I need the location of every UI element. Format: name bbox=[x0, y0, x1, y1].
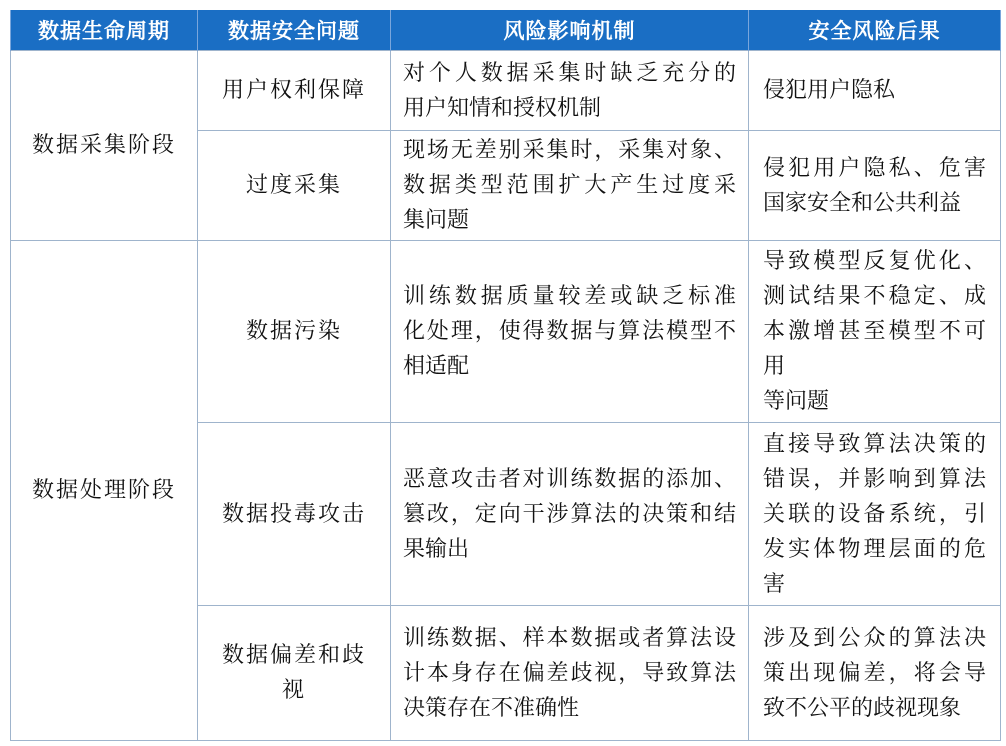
consequence-cell bbox=[749, 241, 1001, 423]
cell-line: 果输出 bbox=[403, 536, 470, 562]
cell-line: 用户知情和授权机制 bbox=[403, 95, 602, 121]
cell-line: 国家安全和公共利益 bbox=[763, 190, 962, 216]
issue-cell bbox=[198, 131, 391, 241]
cell-line: 训练数据质量较差或缺乏标准 bbox=[403, 284, 736, 309]
cell-line: 等问题 bbox=[763, 389, 830, 414]
cell-line: 训练数据、样本数据或者算法设 bbox=[403, 625, 736, 651]
data-security-risk-table bbox=[10, 10, 1001, 741]
mechanism-cell bbox=[391, 606, 749, 741]
cell-line: 害 bbox=[763, 571, 786, 597]
cell-line: 相适配 bbox=[403, 354, 470, 379]
issue-cell bbox=[198, 606, 391, 741]
cell-line: 篡改，定向干涉算法的决策和结 bbox=[403, 501, 736, 527]
cell-line: 导致模型反复优化、 bbox=[763, 249, 986, 274]
cell-line: 错误，并影响到算法 bbox=[763, 466, 986, 492]
cell-line: 恶意攻击者对训练数据的添加、 bbox=[403, 466, 736, 492]
cell-line: 化处理，使得数据与算法模型不 bbox=[403, 319, 736, 344]
cell-line: 数据处理阶段 bbox=[31, 478, 176, 503]
cell-line: 集问题 bbox=[403, 208, 470, 233]
issue-cell bbox=[198, 51, 391, 131]
cell-line: 用户权利保障 bbox=[221, 78, 366, 103]
table-row bbox=[11, 51, 1001, 131]
issue-cell bbox=[198, 241, 391, 423]
issue-cell bbox=[198, 423, 391, 606]
consequence-cell bbox=[749, 423, 1001, 606]
cell-line: 关联的设备系统，引 bbox=[763, 501, 986, 527]
header-cell-risk-consequence: 安全风险后果 bbox=[749, 10, 1001, 51]
cell-line: 致不公平的歧视现象 bbox=[763, 695, 962, 721]
cell-line: 对个人数据采集时缺乏充分的 bbox=[403, 60, 736, 86]
header-cell-lifecycle: 数据生命周期 bbox=[11, 10, 198, 51]
cell-line: 策出现偏差，将会导 bbox=[763, 660, 986, 686]
cell-line: 测试结果不稳定、成 bbox=[763, 284, 986, 309]
cell-line: 数据投毒攻击 bbox=[221, 501, 366, 527]
cell-line: 涉及到公众的算法决 bbox=[763, 625, 986, 651]
mechanism-cell bbox=[391, 241, 749, 423]
mechanism-cell bbox=[391, 131, 749, 241]
mechanism-cell bbox=[391, 423, 749, 606]
consequence-cell bbox=[749, 606, 1001, 741]
consequence-cell bbox=[749, 131, 1001, 241]
cell-line: 直接导致算法决策的 bbox=[763, 431, 986, 457]
cell-line: 过度采集 bbox=[245, 173, 342, 198]
consequence-cell bbox=[749, 51, 1001, 131]
stage-cell bbox=[11, 241, 198, 741]
cell-line: 发实体物理层面的危 bbox=[763, 536, 986, 562]
cell-line: 视 bbox=[281, 678, 306, 703]
cell-line: 决策存在不准确性 bbox=[403, 695, 580, 721]
cell-line: 侵犯用户隐私、危害 bbox=[763, 155, 986, 181]
mechanism-cell bbox=[391, 51, 749, 131]
cell-line: 数据类型范围扩大产生过度采 bbox=[403, 173, 736, 198]
stage-cell bbox=[11, 51, 198, 241]
header-cell-risk-mechanism: 风险影响机制 bbox=[391, 10, 749, 51]
table-row bbox=[11, 241, 1001, 423]
cell-line: 现场无差别采集时，采集对象、 bbox=[403, 138, 736, 163]
cell-line: 数据污染 bbox=[245, 319, 342, 344]
cell-line: 侵犯用户隐私 bbox=[763, 78, 896, 103]
cell-line: 本激增甚至模型不可 bbox=[763, 319, 986, 344]
cell-line: 用 bbox=[763, 354, 786, 379]
cell-line: 计本身存在偏差歧视，导致算法 bbox=[403, 660, 736, 686]
header-row bbox=[11, 10, 1001, 51]
cell-line: 数据偏差和歧 bbox=[221, 643, 366, 668]
header-cell-security-issue: 数据安全问题 bbox=[198, 10, 391, 51]
cell-line: 数据采集阶段 bbox=[31, 133, 176, 158]
